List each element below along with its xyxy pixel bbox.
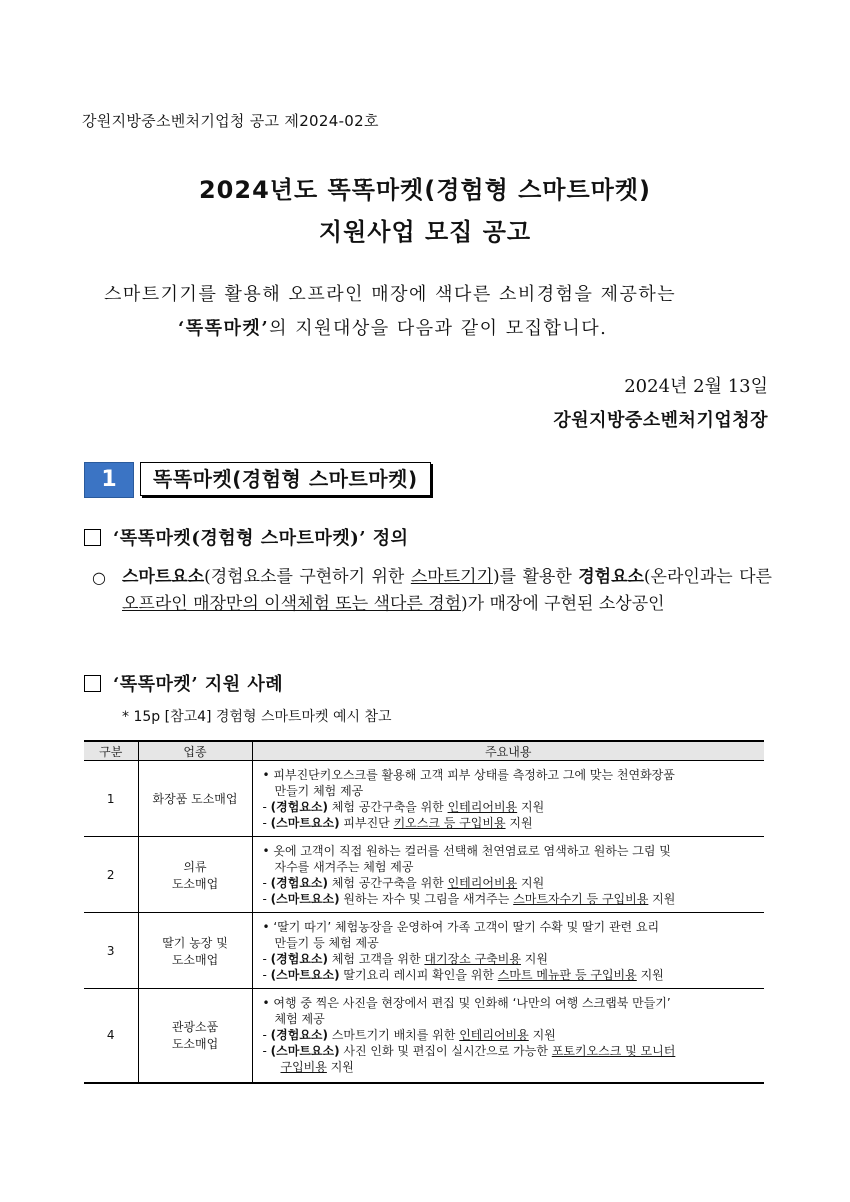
experience-label: (경험요소)	[270, 951, 328, 966]
row-number: 4	[84, 989, 138, 1083]
desc-line: • 피부진단키오스크를 활용해 고객 피부 상태를 측정하고 그에 맞는 천연화장품	[262, 767, 675, 782]
smart-label: (스마트요소)	[270, 967, 340, 982]
desc-line: 만들기 체험 제공	[274, 783, 364, 798]
desc-text: 지원	[517, 799, 545, 814]
table-header-row	[84, 741, 764, 761]
row-description	[252, 913, 764, 989]
experience-line: - (경험요소) 체험 고객을 위한 대기장소 구축비용 지원	[262, 951, 548, 966]
definition-underlined: 오프라인 매장만의 이색체험 또는 색다른 경험	[122, 594, 462, 614]
smart-line-cont	[263, 1059, 759, 1075]
row-industry: 화장품 도소매업	[138, 761, 252, 837]
cases-heading	[84, 670, 283, 696]
experience-line: - (경험요소) 체험 공간구축을 위한 인테리어비용 지원	[262, 799, 545, 814]
desc-text: 체험 공간구축을 위한	[328, 799, 448, 814]
intro-line1: 스마트기기를 활용해 오프라인 매장에 색다른 소비경험을 제공하는	[104, 284, 677, 305]
term-experience-element: 경험요소	[578, 567, 644, 587]
desc-text: 체험 공간구축을 위한	[328, 875, 448, 890]
desc-underlined: 인테리어비용	[447, 875, 518, 890]
industry-line: 도소매업	[171, 1037, 219, 1052]
industry-line: 도소매업	[171, 952, 219, 967]
notice-number: 강원지방중소벤처기업청 공고 제2024-02호	[82, 112, 379, 130]
desc-text: 사진 인화 및 편집이 실시간으로 가능한	[339, 1044, 552, 1059]
experience-label: (경험요소)	[270, 1028, 328, 1043]
desc-text: 스마트기기 배치를 위한	[328, 1028, 460, 1043]
definition-text: (온라인과는 다른	[643, 567, 772, 587]
industry-line: 딸기 농장 및	[162, 935, 228, 950]
desc-text: 지원	[326, 1060, 354, 1075]
table-row	[84, 761, 764, 837]
table-row	[84, 837, 764, 913]
definition-heading	[84, 524, 409, 550]
smart-line: - (스마트요소) 딸기요리 레시피 확인을 위한 스마트 메뉴판 등 구입비용 지원	[262, 967, 664, 982]
desc-line: • 여행 중 찍은 사진을 현장에서 편집 및 인화해 ‘나만의 여행 스크랩북 만들기’	[262, 996, 671, 1011]
desc-underlined: 인테리어비용	[447, 799, 518, 814]
row-number: 1	[84, 761, 138, 837]
row-industry	[138, 913, 252, 989]
cases-heading-text: ‘똑똑마켓’ 지원 사례	[113, 674, 284, 695]
experience-label: (경험요소)	[270, 875, 328, 890]
smart-label: (스마트요소)	[270, 815, 340, 830]
term-smart-element: 스마트요소	[122, 567, 205, 587]
checkbox-square-icon	[84, 675, 101, 692]
desc-underlined: 인테리어비용	[459, 1028, 529, 1043]
header-industry: 업종	[138, 741, 252, 761]
cases-table	[84, 740, 764, 1084]
circle-bullet-icon: ○	[92, 568, 106, 587]
announcement-date: 2024년 2월 13일	[624, 376, 768, 397]
desc-text: 지원	[505, 815, 533, 830]
reference-note: * 15p [참고4] 경험형 스마트마켓 예시 참고	[122, 709, 392, 725]
row-industry	[138, 989, 252, 1083]
intro-line2	[178, 314, 607, 340]
desc-underlined: 포토키오스크 및 모니터	[551, 1044, 676, 1059]
experience-label: (경험요소)	[270, 799, 328, 814]
industry-line: 의류	[183, 859, 207, 874]
definition-text: (경험요소를 구현하기 위한	[204, 567, 411, 587]
definition-heading-text: ‘똑똑마켓(경험형 스마트마켓)’ 정의	[113, 528, 409, 549]
smart-label: (스마트요소)	[270, 891, 340, 906]
desc-text: 딸기요리 레시피 확인을 위한	[339, 967, 498, 982]
table-row	[84, 913, 764, 989]
desc-underlined: 스마트 메뉴판 등 구입비용	[497, 967, 637, 982]
row-description	[252, 837, 764, 913]
desc-line: 체험 제공	[274, 1012, 325, 1027]
desc-text: 체험 고객을 위한	[328, 951, 425, 966]
row-industry	[138, 837, 252, 913]
industry-line: 도소매업	[171, 876, 219, 891]
desc-line: 자수를 새겨주는 체험 제공	[274, 859, 414, 874]
intro-market-name: ‘똑똑마켓’	[178, 318, 270, 339]
table-row	[84, 989, 764, 1083]
checkbox-square-icon	[84, 529, 101, 546]
row-description	[252, 761, 764, 837]
desc-underlined: 키오스크 등 구입비용	[393, 815, 506, 830]
definition-paragraph	[122, 564, 772, 618]
document-title-line2: 지원사업 모집 공고	[318, 218, 532, 246]
row-number: 3	[84, 913, 138, 989]
desc-text: 피부진단	[339, 815, 394, 830]
intro-line2-rest: 의 지원대상을 다음과 같이 모집합니다.	[269, 318, 608, 339]
definition-text: )가 매장에 구현된 소상공인	[461, 594, 665, 614]
definition-text: )를 활용한	[492, 567, 579, 587]
issuer-name: 강원지방중소벤처기업청장	[553, 410, 768, 431]
smart-label: (스마트요소)	[270, 1044, 340, 1059]
document-title-line1: 2024년도 똑똑마켓(경험형 스마트마켓)	[198, 176, 652, 204]
desc-line: 만들기 등 체험 제공	[274, 935, 379, 950]
desc-text: 지원	[648, 891, 676, 906]
smart-line: - (스마트요소) 원하는 자수 및 그림을 새겨주는 스마트자수기 등 구입비용 지원	[262, 891, 676, 906]
section-number: 1	[84, 462, 134, 498]
smart-line: - (스마트요소) 피부진단 키오스크 등 구입비용 지원	[262, 815, 533, 830]
section-title: 똑똑마켓(경험형 스마트마켓)	[140, 462, 431, 496]
row-description	[252, 989, 764, 1083]
smart-line: - (스마트요소) 사진 인화 및 편집이 실시간으로 가능한 포토키오스크 및 모니터	[262, 1044, 676, 1059]
experience-line: - (경험요소) 체험 공간구축을 위한 인테리어비용 지원	[262, 875, 545, 890]
desc-text: 지원	[520, 951, 548, 966]
desc-text: 지원	[517, 875, 545, 890]
row-number: 2	[84, 837, 138, 913]
desc-text: 지원	[636, 967, 664, 982]
desc-underlined: 구입비용	[280, 1060, 327, 1075]
header-category: 구분	[84, 741, 138, 761]
header-content: 주요내용	[252, 741, 764, 761]
desc-underlined: 스마트자수기 등 구입비용	[513, 891, 649, 906]
desc-underlined: 대기장소 구축비용	[424, 951, 521, 966]
industry-line: 관광소품	[171, 1020, 219, 1035]
desc-line: • ‘딸기 따기’ 체험농장을 운영하여 가족 고객이 딸기 수확 및 딸기 관련 요리	[262, 919, 660, 934]
experience-line: - (경험요소) 스마트기기 배치를 위한 인테리어비용 지원	[262, 1028, 556, 1043]
desc-text: 지원	[528, 1028, 556, 1043]
desc-text: 원하는 자수 및 그림을 새겨주는	[339, 891, 514, 906]
desc-line: • 옷에 고객이 직접 원하는 컬러를 선택해 천연염료로 염색하고 원하는 그림 및	[262, 843, 671, 858]
definition-underlined: 스마트기기	[410, 567, 493, 587]
